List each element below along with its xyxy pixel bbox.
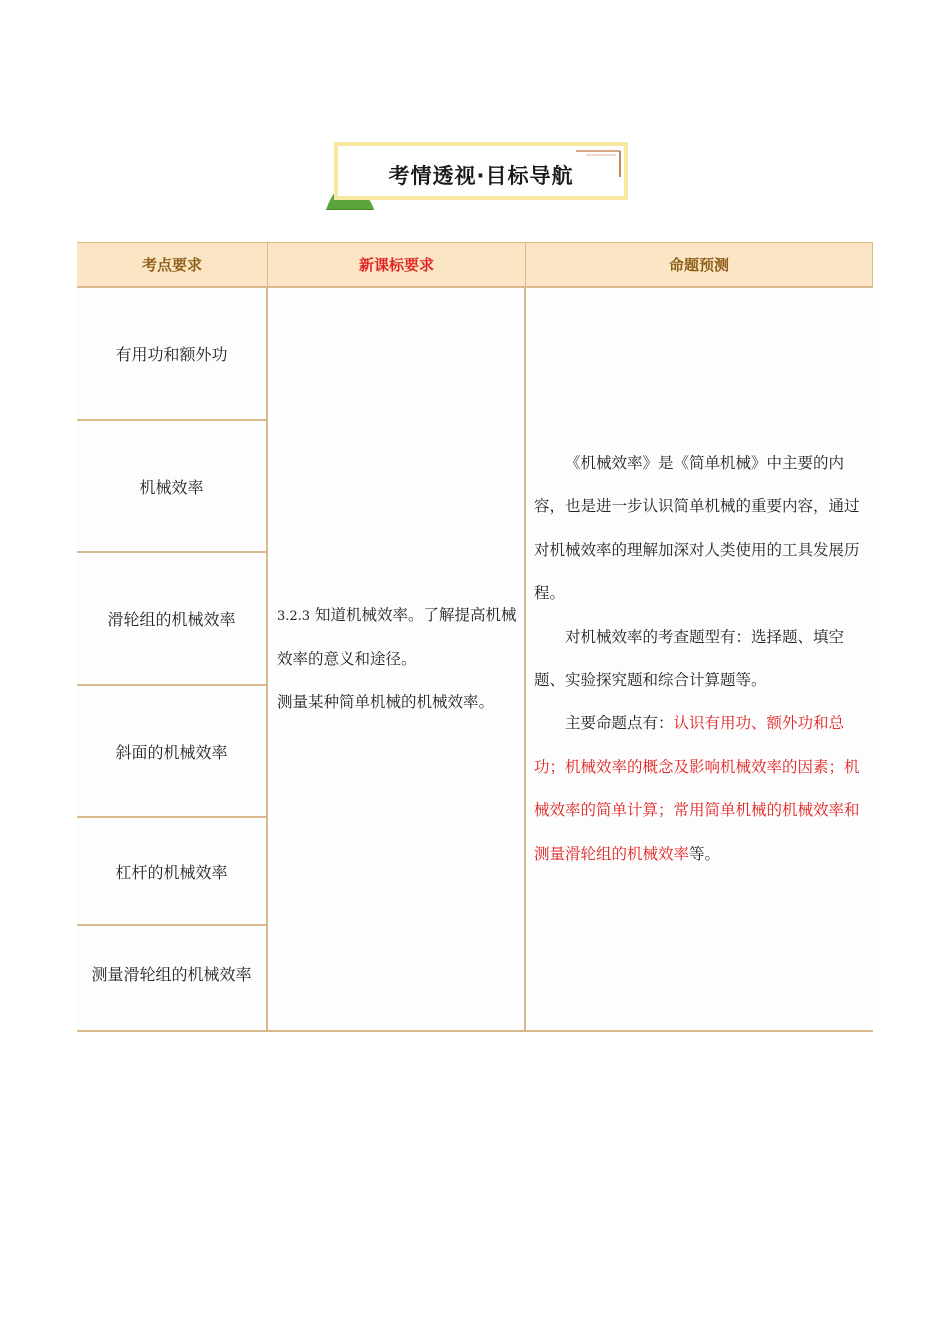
topic-cell: 滑轮组的机械效率 bbox=[77, 553, 266, 686]
topic-cell: 有用功和额外功 bbox=[77, 288, 266, 421]
column-divider bbox=[524, 288, 526, 1030]
header-exam-prediction: 命题预测 bbox=[526, 242, 873, 288]
prediction-key-points: 认识有用功、额外功和总功；机械效率的概念及影响机械效率的因素；机械效率的简单计算；常用简单机械的机械效率和测量滑轮组的机械效率 bbox=[534, 714, 860, 863]
column-divider bbox=[266, 288, 268, 1030]
prediction-tail: 等。 bbox=[689, 844, 721, 863]
prediction-paragraph-1: 《机械效率》是《简单机械》中主要的内容，也是进一步认识简单机械的重要内容，通过对机械效率的理解加深对人类使用的工具发展历程。 bbox=[534, 454, 860, 603]
prediction-paragraph-3 bbox=[534, 702, 867, 876]
table-body bbox=[77, 288, 873, 1032]
header-exam-points: 考点要求 bbox=[77, 242, 268, 288]
banner-title: 考情透视·目标导航 bbox=[388, 164, 574, 188]
exam-prediction-text bbox=[534, 442, 867, 876]
banner-corner-deco-icon bbox=[566, 149, 622, 179]
prediction-paragraph-2: 对机械效率的考查题型有：选择题、填空题、实验探究题和综合计算题等。 bbox=[534, 627, 845, 690]
section-banner bbox=[326, 140, 638, 210]
standard-line-1: 知道机械效率。了解提高机械效率的意义和途径。 bbox=[277, 606, 517, 668]
prediction-lead: 主要命题点有： bbox=[565, 714, 674, 733]
standard-line-2: 测量某种简单机械的机械效率。 bbox=[277, 693, 495, 711]
topic-cell: 斜面的机械效率 bbox=[77, 686, 266, 818]
standard-code: 3.2.3 bbox=[277, 609, 311, 624]
header-curriculum-standard: 新课标要求 bbox=[268, 242, 526, 288]
topic-cell: 机械效率 bbox=[77, 421, 266, 553]
curriculum-standard-text bbox=[277, 594, 521, 724]
topic-cell: 杠杆的机械效率 bbox=[77, 818, 266, 926]
exam-overview-table bbox=[77, 242, 873, 1032]
topic-cell: 测量滑轮组的机械效率 bbox=[91, 964, 252, 984]
